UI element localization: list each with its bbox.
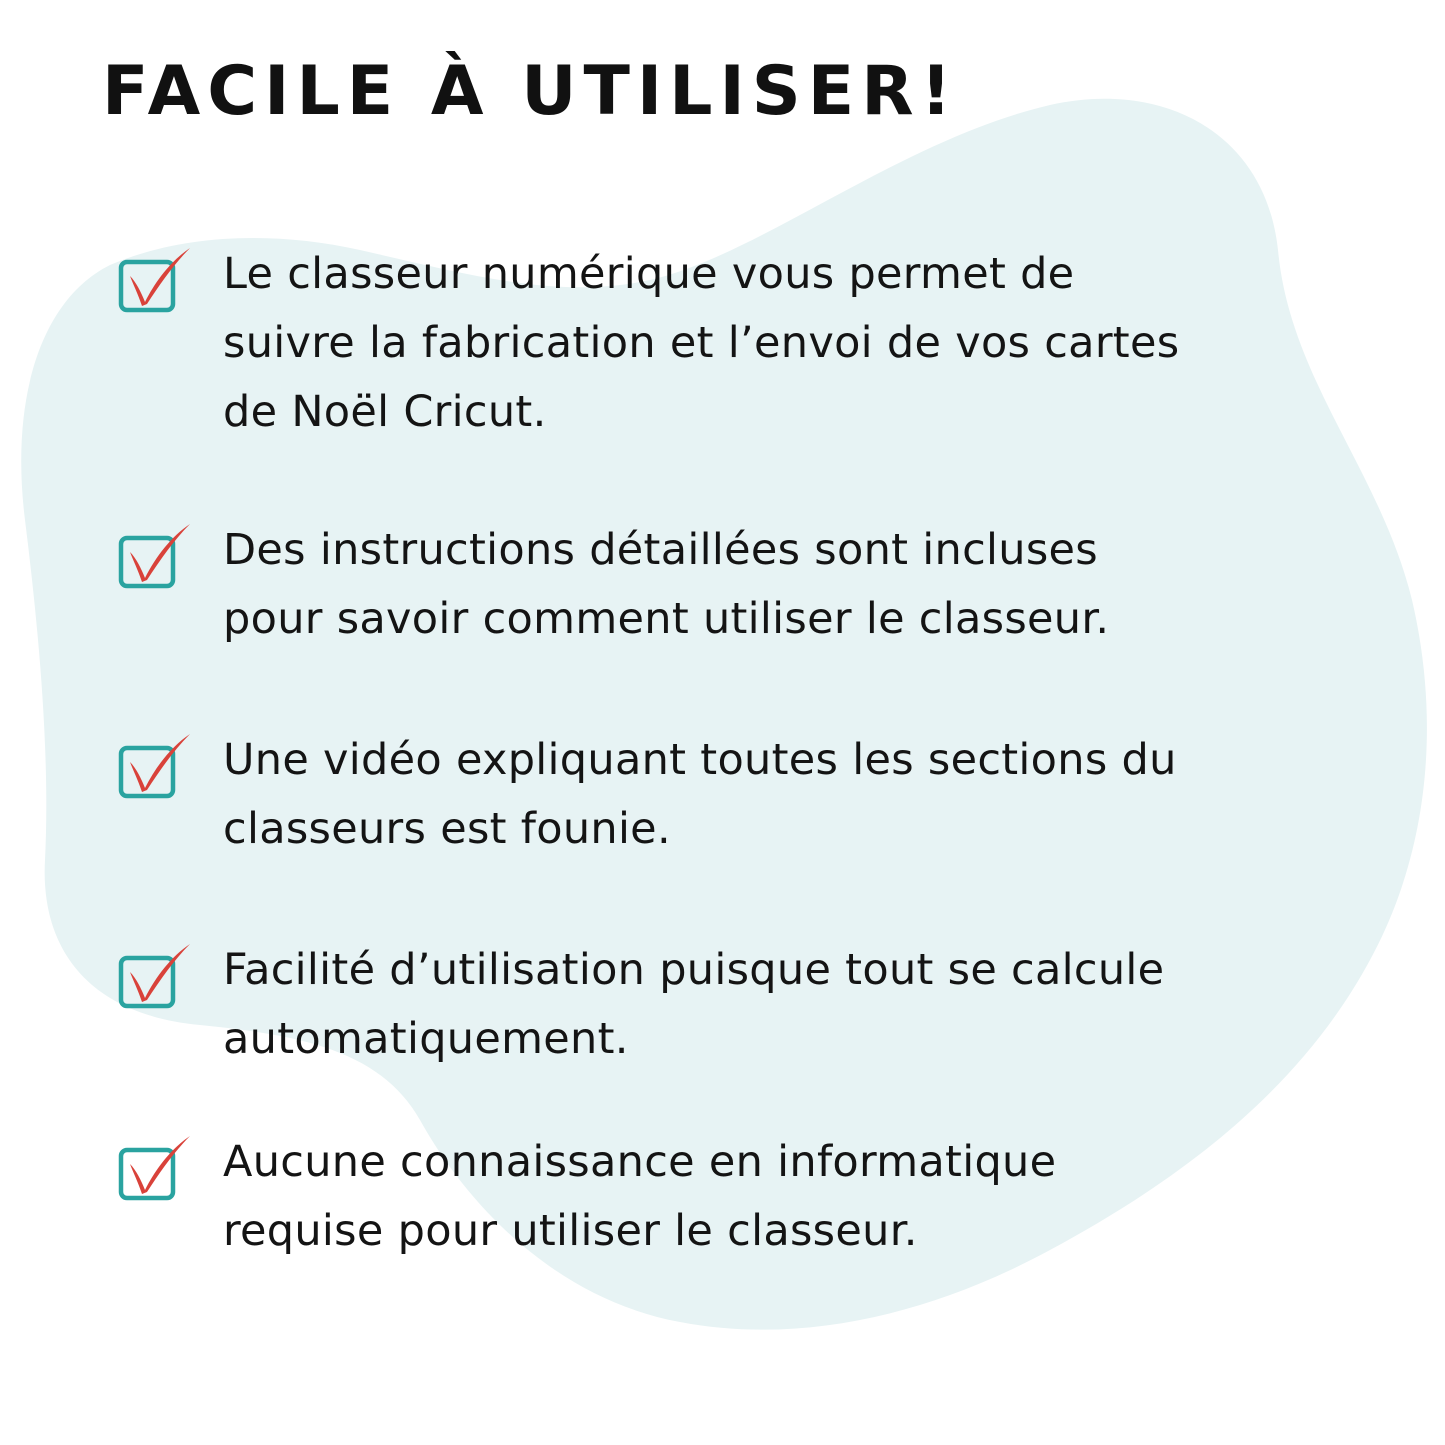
feature-line: requise pour utiliser le classeur.: [223, 1206, 918, 1256]
feature-text: [223, 516, 1363, 654]
feature-line: classeurs est founie.: [223, 804, 671, 854]
feature-text: [223, 726, 1363, 864]
feature-line: Des instructions détaillées sont incluses: [223, 525, 1098, 575]
feature-line: pour savoir comment utiliser le classeur.: [223, 594, 1110, 644]
feature-line: Aucune connaissance en informatique: [223, 1137, 1057, 1187]
checkbox-checked-icon: [116, 1130, 194, 1202]
feature-text: [223, 936, 1363, 1074]
feature-text: [223, 1128, 1363, 1266]
feature-line: de Noël Cricut.: [223, 387, 547, 437]
page-title: FACILE À UTILISER!: [102, 52, 959, 131]
feature-line: Le classeur numérique vous permet de: [223, 249, 1075, 299]
feature-line: automatiquement.: [223, 1014, 629, 1064]
feature-line: suivre la fabrication et l’envoi de vos cartes: [223, 318, 1180, 368]
feature-line: Facilité d’utilisation puisque tout se calcule: [223, 945, 1165, 995]
checkbox-checked-icon: [116, 938, 194, 1010]
checkbox-checked-icon: [116, 728, 194, 800]
checkbox-checked-icon: [116, 518, 194, 590]
feature-text: [223, 240, 1363, 447]
checkbox-checked-icon: [116, 242, 194, 314]
feature-line: Une vidéo expliquant toutes les sections du: [223, 735, 1177, 785]
